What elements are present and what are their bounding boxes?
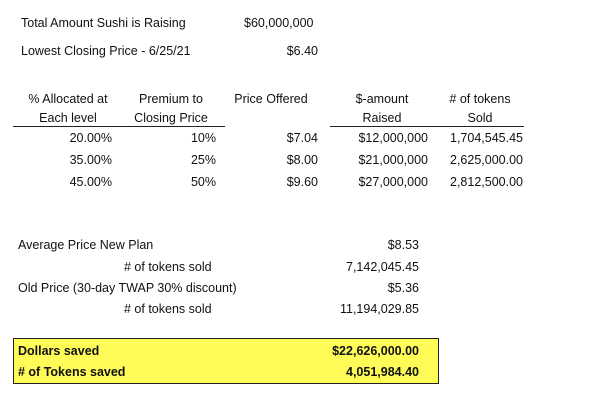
total-value: $60,000,000 [244,16,314,30]
avg-price-value: $8.53 [387,238,419,252]
header-alloc-line2: Each level [39,111,97,125]
header-premium-line2: Closing Price [134,111,208,125]
lowest-price-value: $6.40 [286,44,318,58]
dollars-saved-label: Dollars saved [18,344,100,358]
header-divider [125,126,225,127]
cell-alloc: 20.00% [69,131,112,145]
avg-price-label: Average Price New Plan [18,238,154,252]
old-price-label: Old Price (30-day TWAP 30% discount) [18,281,237,295]
old-tokens-value: 11,194,029.85 [339,302,419,316]
cell-amount: $21,000,000 [358,153,428,167]
lowest-price-label: Lowest Closing Price - 6/25/21 [21,44,191,58]
header-tokens-line1: # of tokens [449,92,511,106]
header-divider [330,126,434,127]
header-divider [434,126,524,127]
cell-premium: 25% [190,153,216,167]
cell-alloc: 45.00% [69,175,112,189]
header-amount-line1: $-amount [355,92,409,106]
header-price: Price Offered [234,92,308,106]
old-tokens-label: # of tokens sold [124,302,212,316]
cell-premium: 50% [190,175,216,189]
tokens-saved-value: 4,051,984.40 [346,365,419,379]
cell-premium: 10% [190,131,216,145]
new-tokens-value: 7,142,045.45 [346,260,419,274]
header-divider [13,126,125,127]
header-alloc-line1: % Allocated at [28,92,108,106]
cell-price: $9.60 [286,175,318,189]
cell-tokens: 2,812,500.00 [450,175,523,189]
header-premium-line1: Premium to [139,92,203,106]
cell-alloc: 35.00% [69,153,112,167]
total-label: Total Amount Sushi is Raising [21,16,186,30]
header-amount-line2: Raised [362,111,402,125]
cell-amount: $27,000,000 [358,175,428,189]
cell-price: $7.04 [286,131,318,145]
new-tokens-label: # of tokens sold [124,260,212,274]
cell-tokens: 2,625,000.00 [450,153,523,167]
tokens-saved-label: # of Tokens saved [18,365,126,379]
cell-price: $8.00 [286,153,318,167]
header-tokens-line2: Sold [467,111,493,125]
cell-tokens: 1,704,545.45 [450,131,523,145]
dollars-saved-value: $22,626,000.00 [332,344,419,358]
cell-amount: $12,000,000 [358,131,428,145]
old-price-value: $5.36 [387,281,419,295]
